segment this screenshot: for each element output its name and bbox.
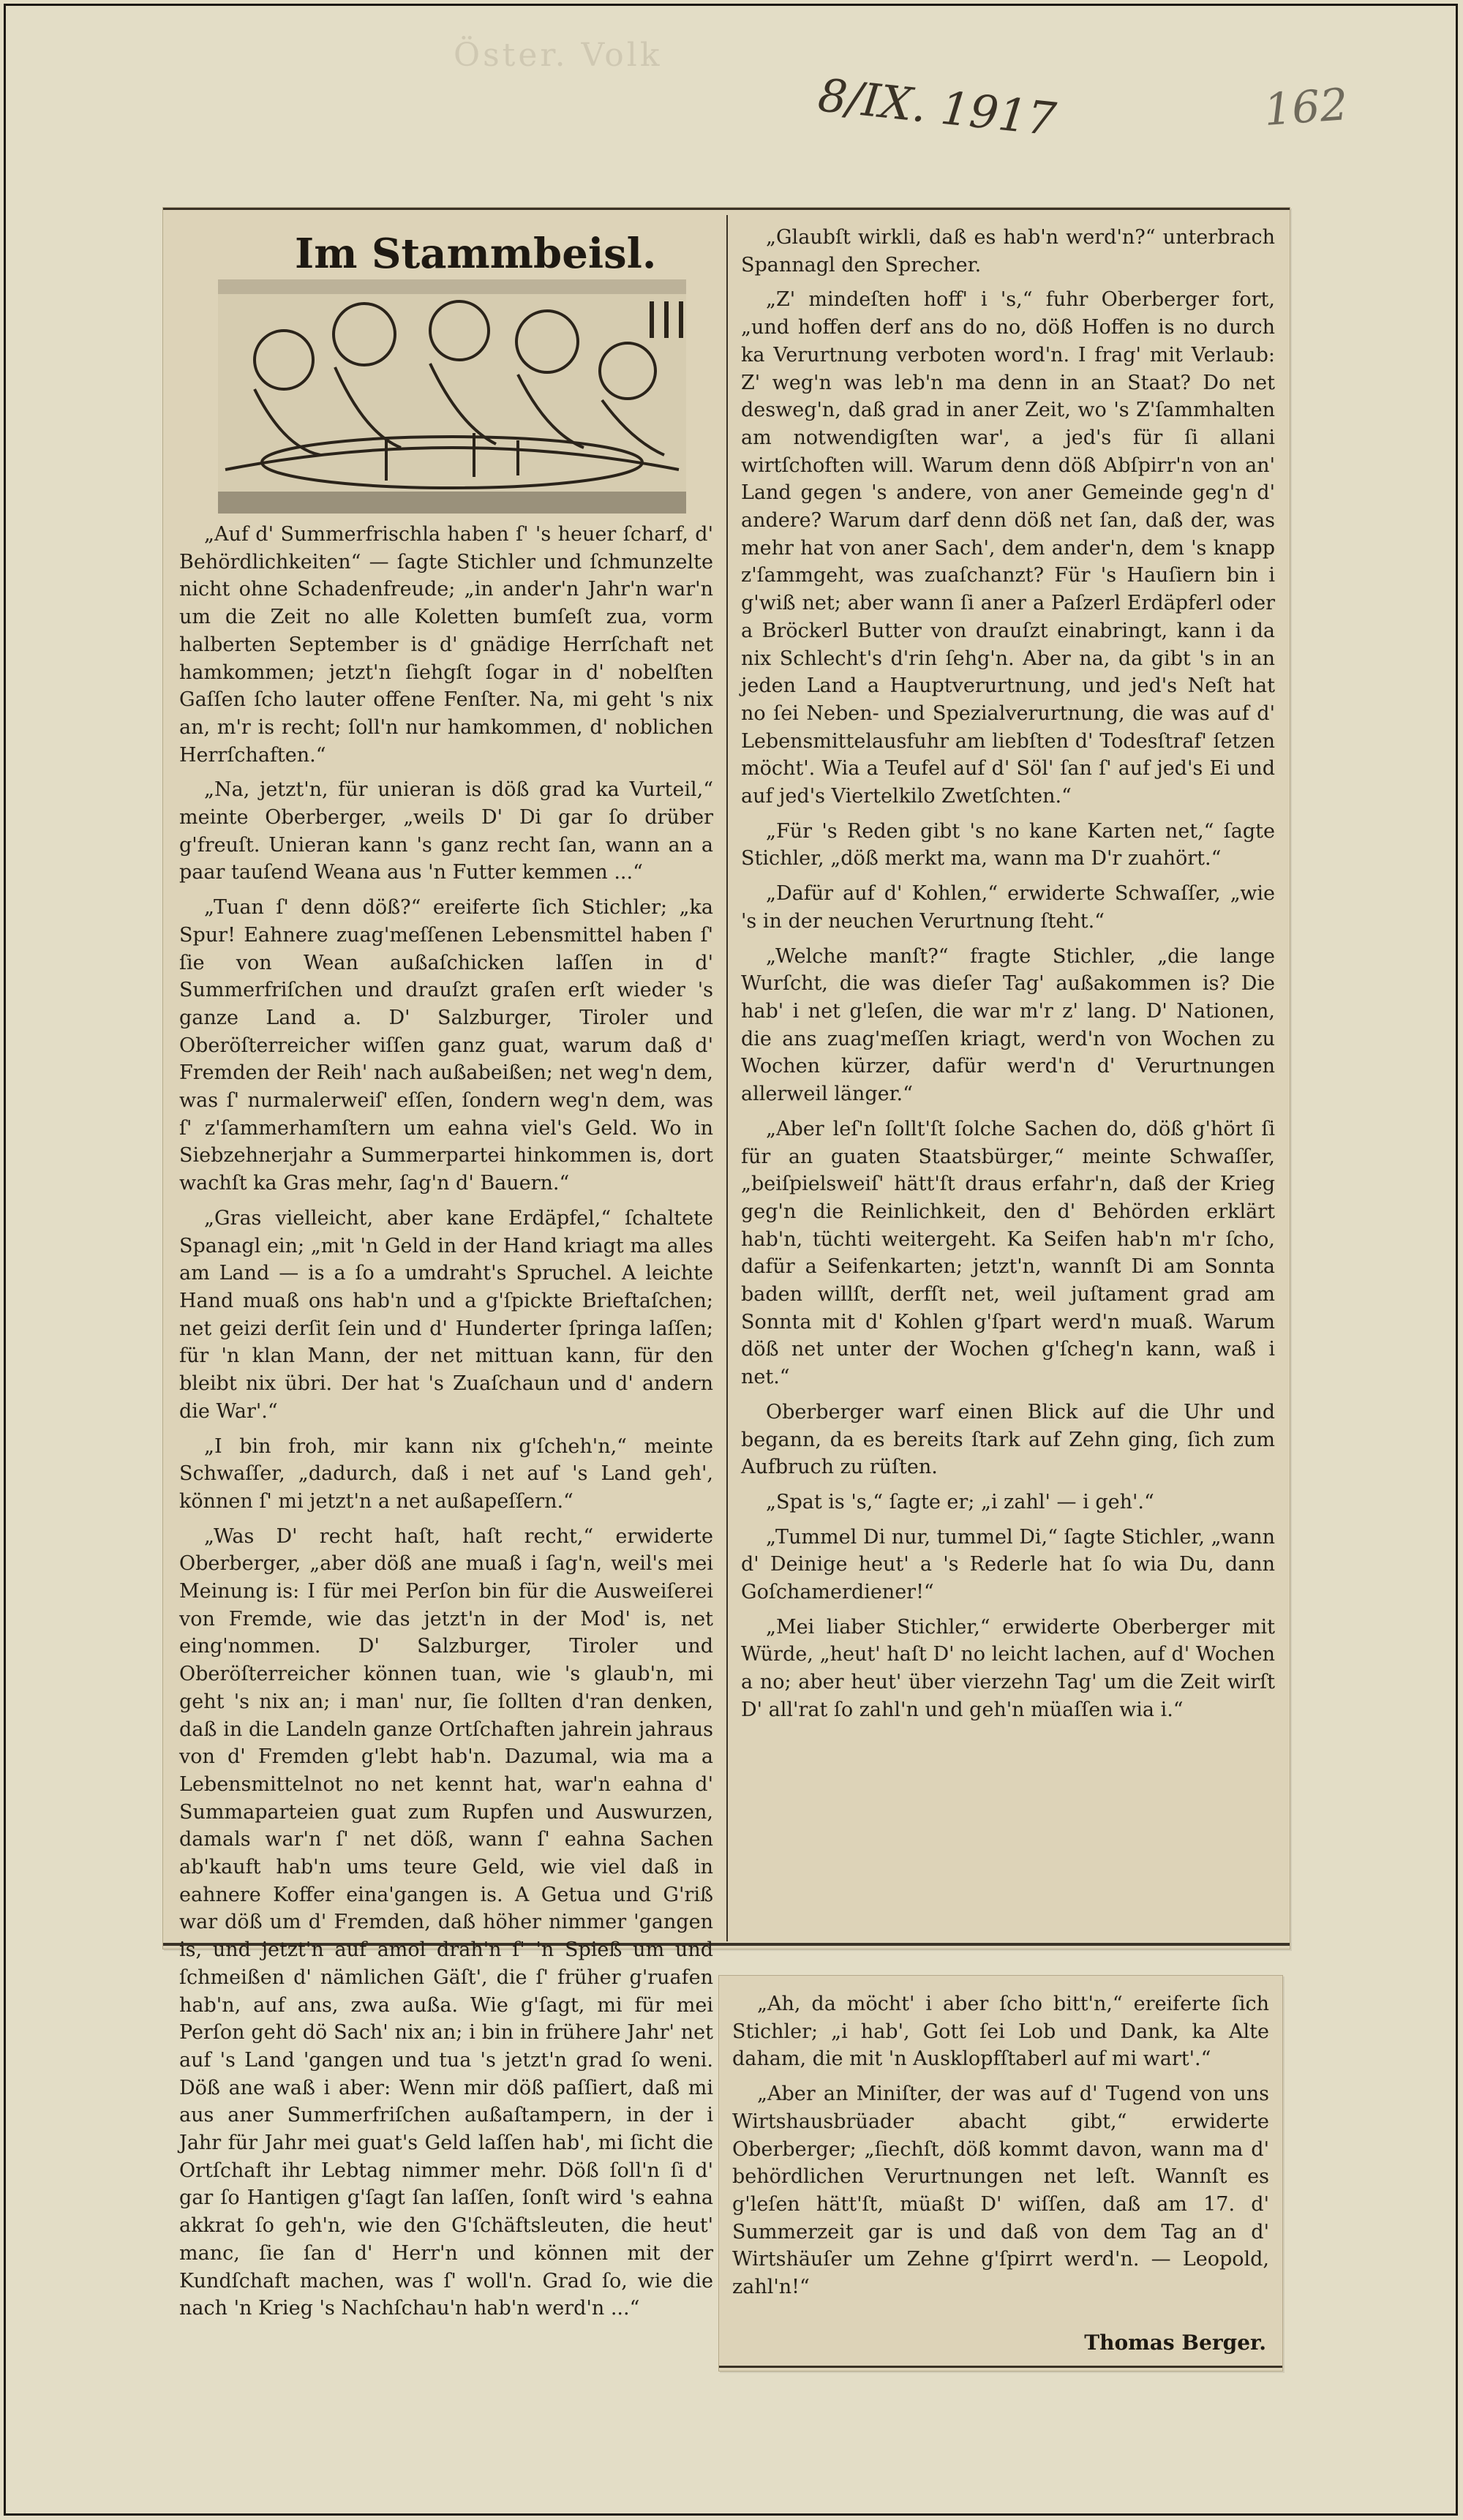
archive-stamp: Öster. Volk — [454, 37, 663, 74]
article-paragraph: „Mei liaber Stichler,“ erwiderte Oberberger mit Würde, „heut' haſt D' no leicht lachen, auf d' Wochen a no; aber heut' über vierzehn Tag' um die Zeit wirſt D' all'rat ſo zahl'n und geh'n müaſſen wia i.“ — [741, 1615, 1275, 1721]
continuation-column — [732, 1990, 1269, 2327]
article-paragraph: „Welche manſt?“ fragte Stichler, „die lange Wurſcht, die was dieſer Tag' außakommen is? Die hab' i net g'leſen, die war m'r z' lang. D' Nationen, die ans zuag'meſſen kriagt, werd'n von Wochen zu Wochen kürzer, dafür werd'n d' Verurtnungen allerweil länger.“ — [741, 944, 1275, 1106]
handwritten-date: 8/IX. 1917 — [816, 68, 1059, 146]
article-paragraph: „Gras vielleicht, aber kane Erdäpfel,“ ſchaltete Spanagl ein; „mit 'n Geld in der Hand kriagt ma alles am Land — is a ſo a umdraht's Spruchel. A leichte Hand muaß ons hab'n und a g'ſpickte Brieftaſchen; net geizi derſit ſein und d' Hunderter ſpringa laſſen; für 'n klan Mann, der net mittuan kann, für den bleibt nix übri. Der hat 's Zuaſchaun und d' andern die War'.“ — [179, 1206, 713, 1423]
article-paragraph: „Tuan ſ' denn döß?“ ereiferte ſich Stichler; „ka Spur! Eahnere zuag'meſſenen Lebensmittel haben ſ' ſie von Wean außaſchicken laſſen in d' Summerfriſchen und drauſzt graſen erſt wieder 's ganze Land a. D' Salzburger, Tiroler und Oberöſterreicher wiſſen ganz guat, warum daß d' Fremden der Reih' nach außabeißen; net weg'n dem, was ſ' nurmalerweiſ' eſſen, ſondern weg'n dem, was ſ' z'ſammerhamſtern um eahna viel's Geld. Wo in Siebzehnerjahr a Summerpartei hinkommen is, dort wachſt ka Gras mehr, ſag'n d' Bauern.“ — [179, 896, 713, 1195]
article-title: Im Stammbeisl. — [295, 230, 657, 278]
article-column-left — [179, 521, 713, 2320]
article-paragraph: „Aber leſ'n ſollt'ſt ſolche Sachen do, döß g'hört ſi für an guaten Staatsbürger,“ meinte Schwaſſer, „beiſpielsweiſ' hätt'ſt draus erfahr'n, daß der Krieg geg'n die Reinlichkeit, den d' Behörden erklärt hab'n, tüchti weitergeht. Ka Seifen hab'n m'r ſcho, dafür a Seifenkarten; jetzt'n, wannſt Di am Sonnta baden willſt, derfſt net, weil juſtament grad am Sonnta mit d' Kohlen g'ſpart werd'n muaß. Warum döß net unter der Wochen g'ſcheg'n kann, waß i net.“ — [741, 1117, 1275, 1389]
article-paragraph: „Was D' recht haſt, haſt recht,“ erwiderte Oberberger, „aber döß ane muaß i ſag'n, weil's mei Meinung is: I für mei Perſon bin für die Ausweiſerei von Fremde, wie das jetzt'n in der Mod' is, net eing'nommen. D' Salzburger, Tiroler und Oberöſterreicher können tuan, wie 's glaub'n, mi geht 's nix an; i man' nur, ſie ſollten d'ran denken, daß in die Landeln ganze Ortſchaften jahrein jahraus von d' Fremden g'lebt hab'n. Dazumal, wia ma a Lebensmittelnot no net kennt hat, war'n eahna d' Summaparteien guat zum Rupfen und Auswurzen, damals war'n ſ' net döß, wann ſ' eahna Sachen ab'kauft hab'n ums teure Geld, wie viel daß in eahnere Koffer eina'gangen is. A Getua und G'riß war döß um d' Fremden, daß höher nimmer 'gangen is, und jetzt'n auf amol drah'n ſ' 'n Spieß um und ſchmeißen d' nämlichen Gäſt', die ſ' früher g'ruafen hab'n, auf ans, zwa außa. Wie g'ſagt, mi für mei Perſon geht dö Sach' nix an; i bin in frühere Jahr' net auf 's Land 'gangen und tua 's jetzt'n grad ſo weni. Döß ane waß i aber: Wenn mir döß paſſiert, daß mi aus aner Summerfriſchen außaſtampern, in der i Jahr für Jahr mei guat's Geld laſſen hab', mi ſicht die Ortſchaft ihr Lebtag nimmer mehr. Döß ſoll'n ſi d' gar ſo Hantigen g'ſagt ſan laſſen, ſonſt wird 's eahna akkrat ſo geh'n, wie den G'ſchäftsleuten, die heut' manc, ſie ſan d' Herr'n und können mit der Kundſchaft machen, was ſ' woll'n. Grad ſo, wie die nach 'n Krieg 's Nachſchau'n hab'n werd'n ...“ — [179, 1524, 713, 2320]
article-paragraph: „I bin froh, mir kann nix g'ſcheh'n,“ meinte Schwaſſer, „dadurch, daß i net auf 's Land geh', können ſ' mi jetzt'n a net außapeſſern.“ — [179, 1434, 713, 1513]
article-paragraph: „Tummel Di nur, tummel Di,“ ſagte Stichler, „wann d' Deinige heut' a 's Rederle hat ſo wia Du, dann Goſchamerdiener!“ — [741, 1525, 1275, 1604]
author-signature: Thomas Berger. — [1084, 2331, 1266, 2355]
continuation-paragraph: „Aber an Miniſter, der was auf d' Tugend von uns Wirtshausbrüader abacht gibt,“ erwiderte Oberberger; „ſiechſt, döß kommt davon, wann ma d' behördlichen Verurtnungen net leſt. Wannſt es g'leſen hätt'ſt, müaßt D' wiſſen, daß am 17. d' Summerzeit gar is und daß von dem Tag an d' Wirtshäuſer um Zehne g'ſpirrt werd'n. — Leopold, zahl'n!“ — [732, 2083, 1269, 2299]
column-divider — [726, 215, 728, 1941]
article-paragraph: „Glaubſt wirkli, daß es hab'n werd'n?“ unterbrach Spannagl den Sprecher. — [741, 226, 1275, 277]
continuation-paragraph: „Ah, da möcht' i aber ſcho bitt'n,“ ereiferte ſich Stichler; „i hab', Gott ſei Lob und Dank, ka Alte daham, die mit 'n Ausklopfſtaberl auf mi wart'.“ — [732, 1993, 1269, 2071]
top-rule — [163, 208, 1290, 210]
article-column-right — [741, 224, 1275, 1933]
continuation-bottom-rule — [719, 2366, 1282, 2368]
article-paragraph: Oberberger warf einen Blick auf die Uhr und begann, da es bereits ſtark auf Zehn ging, ſich zum Aufbruch zu rüſten. — [741, 1400, 1275, 1479]
continuation-clipping — [718, 1975, 1283, 2372]
article-paragraph: „Spat is 's,“ ſagte er; „i zahl' — i geh'.“ — [766, 1490, 1154, 1513]
tavern-illustration — [218, 279, 686, 514]
article-paragraph: „Dafür auf d' Kohlen,“ erwiderte Schwaſſer, „wie 's in der neuchen Verurtnung ſteht.“ — [741, 882, 1275, 933]
handwritten-number: 162 — [1262, 79, 1350, 136]
article-paragraph: „Z' mindeſten hoff' i 's,“ fuhr Oberberger fort, „und hoffen derf ans do no, döß Hoffen is no durch ka Verurtnung verboten word'n. I frag' mit Verlaub: Z' weg'n was leb'n ma denn in an Staat? Do net desweg'n, daß grad in aner Zeit, wo 's Z'ſammhalten am notwendigſten war', a jed's für ſi allani wirtſchoften will. Warum denn döß Abſpirr'n von an' Land gegen 's andere, von aner Gemeinde geg'n d' andere? Warum darf denn döß net ſan, daß der, was mehr hat von aner Sach', dem ander'n, dem 's knapp z'ſammgeht, was zuaſchanzt? Für 's Hauſiern bin i g'wiß net; aber wann ſi aner a Paſzerl Erdäpferl oder a Bröckerl Butter von drauſzt einabringt, kann i da nix Schlecht's d'rin ſehg'n. Aber na, da gibt 's in an jeden Land a Hauptverurtnung, und jed's Neſt hat no ſei Neben- und Spezialverurtnung, die was auf d' Lebensmittelausfuhr am liebſten d' Todesſtraf' ſetzen möcht'. Wia a Teufel auf d' Söl' ſan ſ' auf jed's Ei und auf jed's Viertelkilo Zwetſchten.“ — [741, 288, 1275, 808]
article-paragraph: „Für 's Reden gibt 's no kane Karten net,“ ſagte Stichler, „döß merkt ma, wann ma D'r zuahört.“ — [741, 819, 1275, 870]
article-paragraph: „Na, jetzt'n, für unieran is döß grad ka Vurteil,“ meinte Oberberger, „weils D' Di gar ſo drüber g'freuſt. Unieran kann 's ganz recht ſan, wann an a paar tauſend Weana aus 'n Futter kemmen ...“ — [179, 778, 713, 884]
article-paragraph: „Auf d' Summerfrischla haben ſ' 's heuer ſcharf, d' Behördlichkeiten“ — ſagte Stichler und ſchmunzelte nicht ohne Schadenfreude; „in ander'n Jahr'n war'n um die Zeit no alle Koletten bumſeſt zua, vorm halberten September is d' gnädige Herrſchaft net hamkommen; jetzt'n ſiehgſt ſogar in d' nobelſten Gaſſen ſcho lauter offene Fenſter. Na, mi geht 's nix an, m'r is recht; ſoll'n nur hamkommen, d' noblichen Herrſchaften.“ — [179, 523, 713, 767]
